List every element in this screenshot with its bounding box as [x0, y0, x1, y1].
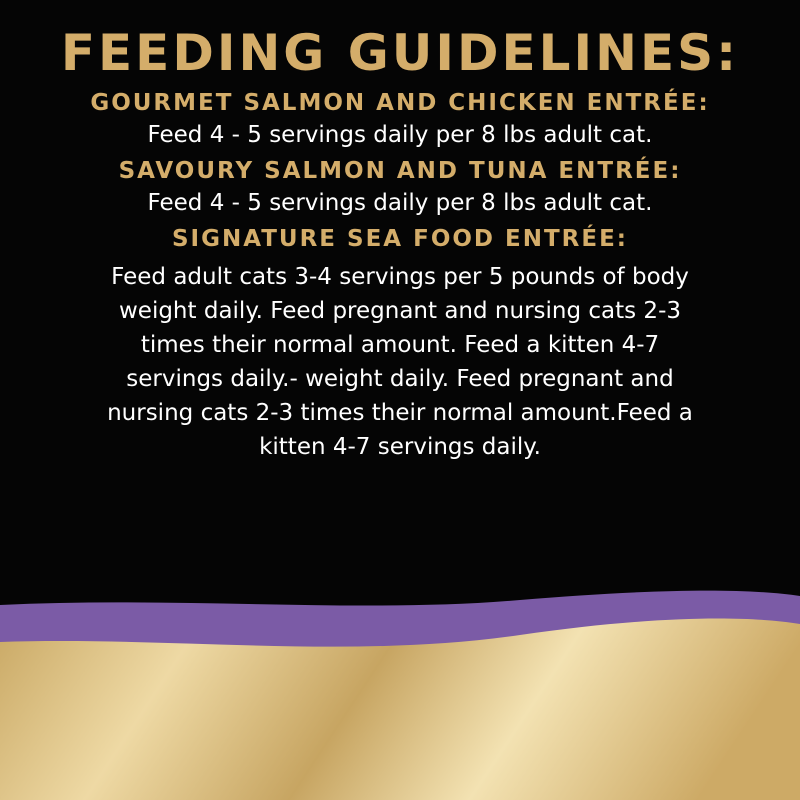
section-heading-salmon-tuna: SAVOURY SALMON AND TUNA ENTRÉE: [118, 158, 682, 184]
section-text-salmon-tuna: Feed 4 - 5 servings daily per 8 lbs adult cat. [147, 190, 653, 216]
section-heading-sea-food: SIGNATURE SEA FOOD ENTRÉE: [171, 226, 629, 252]
page-title: FEEDING GUIDELINES: [60, 24, 740, 82]
section-text-sea-food: Feed adult cats 3-4 servings per 5 pounds of body weight daily. Feed pregnant and nursing cats 2-3 times their normal amount. Feed a kitten 4-7 servings daily.- weight daily. Feed pregnant and nursing cats 2-3 times their normal amount.Feed a kitten 4-7 servings daily. [107, 264, 693, 460]
section-heading-salmon-chicken: GOURMET SALMON AND CHICKEN ENTRÉE: [90, 90, 710, 116]
gold-wave-band [0, 619, 800, 800]
section-text-salmon-chicken: Feed 4 - 5 servings daily per 8 lbs adult cat. [147, 122, 653, 148]
